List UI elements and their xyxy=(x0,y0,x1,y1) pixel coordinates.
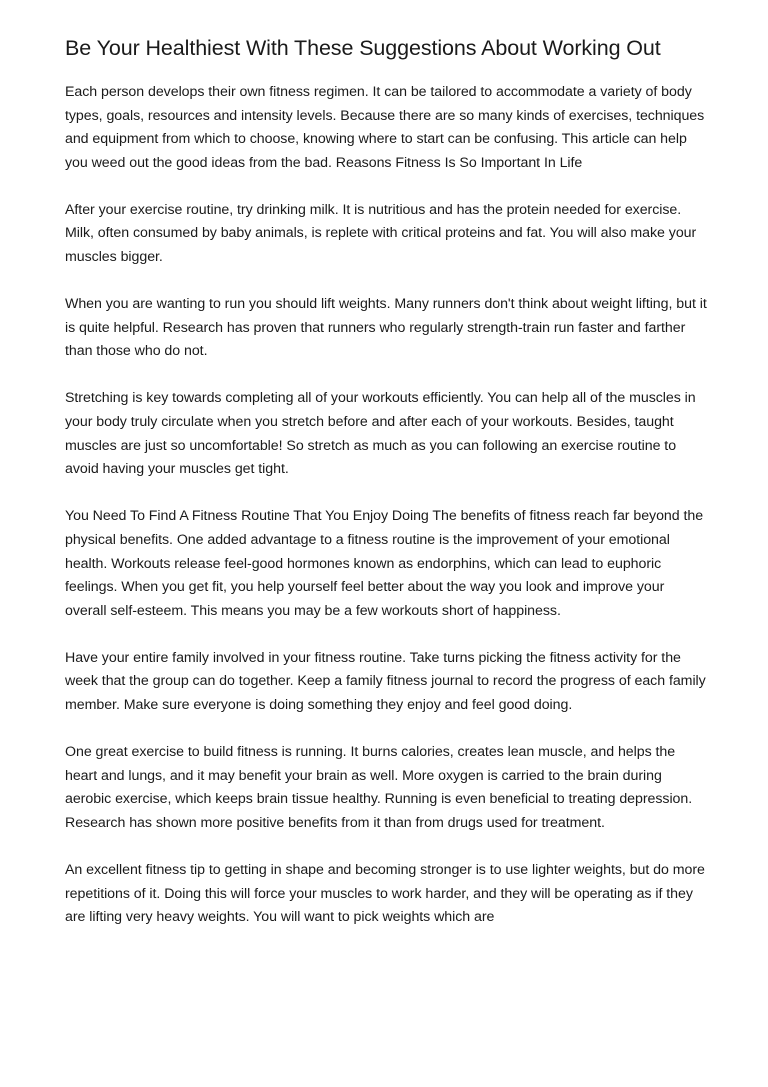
paragraph: You Need To Find A Fitness Routine That You Enjoy Doing The benefits of fitness reach far beyond the physical benefits. One added advantage to a fitness routine is the improvement of your emotional health. Workouts release feel-good hormones known as endorphins, which can lead to euphoric feelings. When you get fit, you help yourself feel better about the way you look and improve your overall self-esteem. This means you may be a few workouts short of happiness. xyxy=(65,508,704,619)
document-page xyxy=(65,36,709,953)
paragraph: Stretching is key towards completing all of your workouts efficiently. You can help all of the muscles in your body truly circulate when you stretch before and after each of your workouts. Besides, taught muscles are just so uncomfortable! So stretch as much as you can following an exercise routine to avoid having your muscles get tight. xyxy=(65,390,696,478)
page-title: Be Your Healthiest With These Suggestions About Working Out xyxy=(65,36,661,60)
paragraph: Each person develops their own fitness regimen. It can be tailored to accommodate a variety of body types, goals, resources and intensity levels. Because there are so many kinds of exercises, techniques and equipment from which to choose, knowing where to start can be confusing. This article can help you weed out the good ideas from the bad. Reasons Fitness Is So Important In Life xyxy=(65,84,705,171)
paragraph: When you are wanting to run you should lift weights. Many runners don't think about weight lifting, but it is quite helpful. Research has proven that runners who regularly strength-train run faster and farther than those who do not. xyxy=(65,296,707,360)
paragraph: After your exercise routine, try drinking milk. It is nutritious and has the protein needed for exercise. Milk, often consumed by baby animals, is replete with critical proteins and fat. You will also make your muscles bigger. xyxy=(65,201,697,266)
paragraph: Have your entire family involved in your fitness routine. Take turns picking the fitness activity for the week that the group can do together. Keep a family fitness journal to record the progress of each family member. Make sure everyone is doing something they enjoy and feel good doing. xyxy=(65,649,706,713)
paragraph: One great exercise to build fitness is running. It burns calories, creates lean muscle, and helps the heart and lungs, and it may benefit your brain as well. More oxygen is carried to the brain during aerobic exercise, which keeps brain tissue healthy. Running is even beneficial to treating depression. Research has shown more positive benefits from it than from drugs used for treatment. xyxy=(65,744,693,831)
paragraph: An excellent fitness tip to getting in shape and becoming stronger is to use lighter weights, but do more repetitions of it. Doing this will force your muscles to work harder, and they will be operating as if they are lifting very heavy weights. You will want to pick weights which are xyxy=(65,861,705,926)
